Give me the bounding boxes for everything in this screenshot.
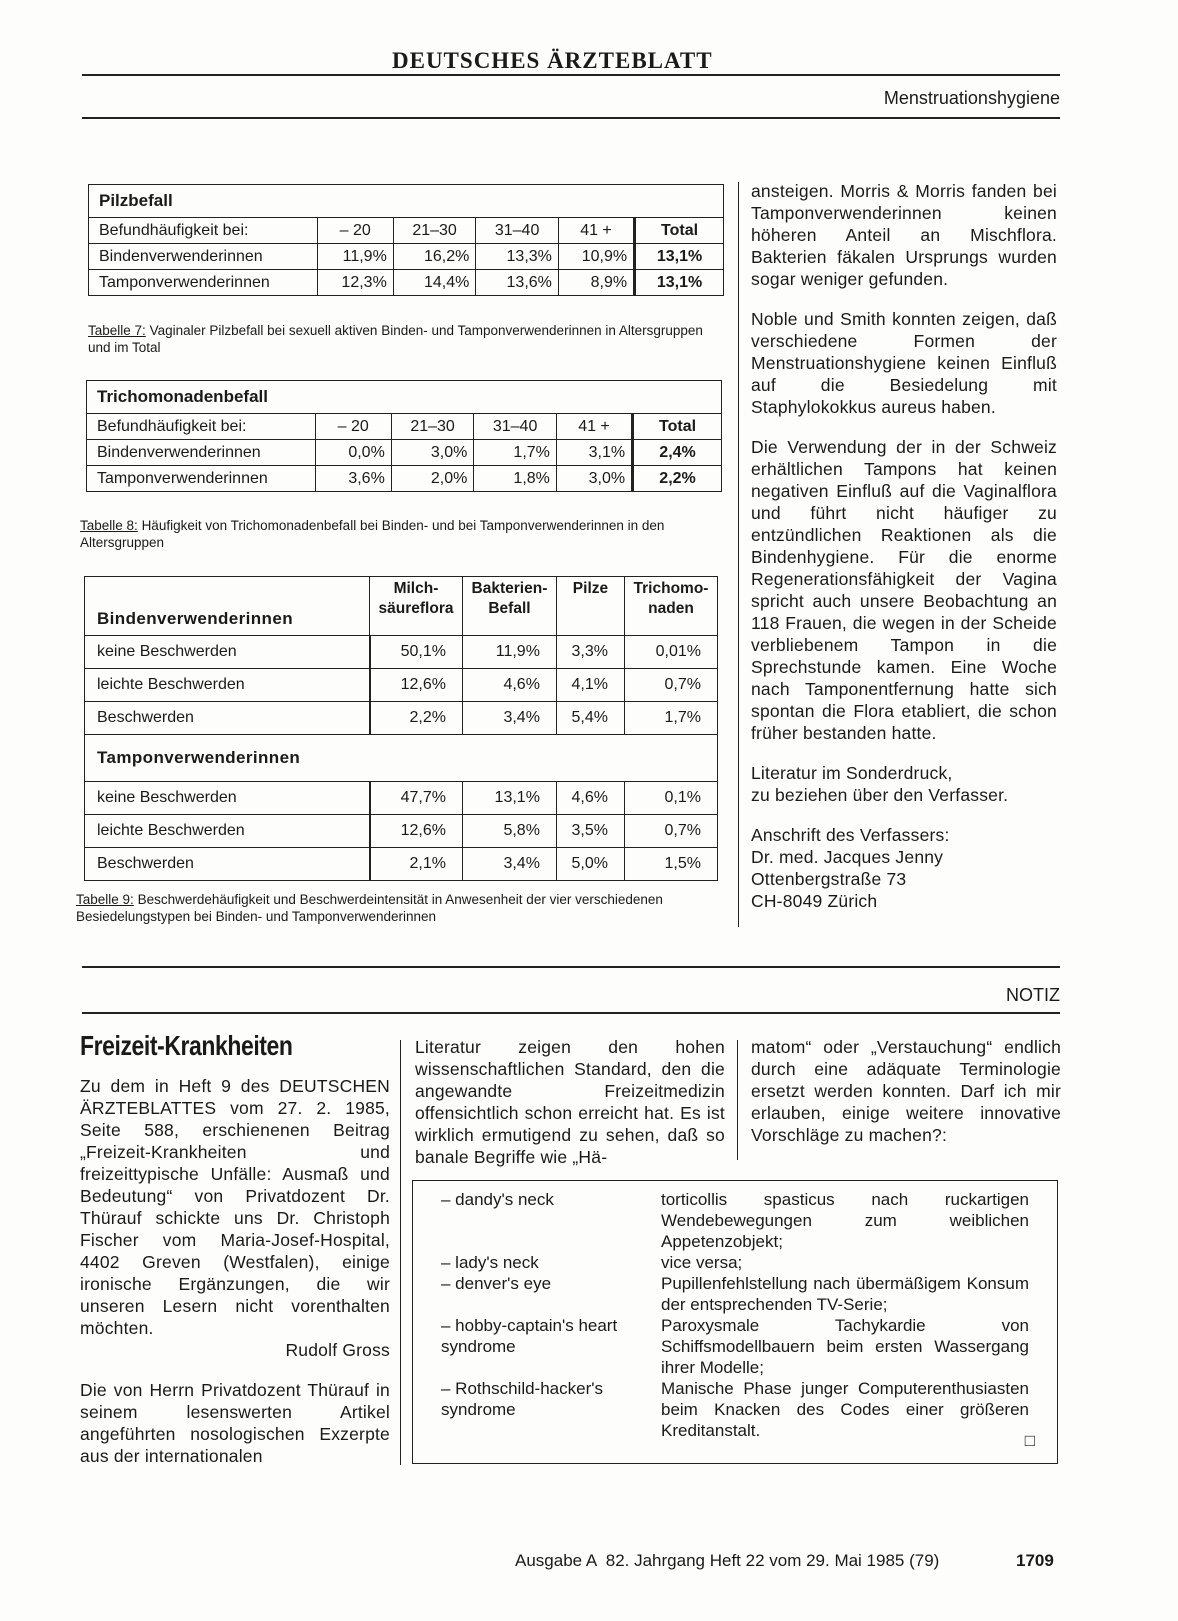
term: – lady's neck: [441, 1253, 539, 1272]
table-cell: keine Beschwerden: [85, 782, 370, 815]
table-row: [89, 244, 724, 270]
column-header: – 20: [315, 414, 391, 440]
table-cell: 1,7%: [625, 702, 718, 735]
terms-box: [412, 1180, 1058, 1464]
table-7: [88, 184, 724, 296]
table-cell: 13,1%: [462, 782, 556, 815]
table-cell: 3,0%: [391, 440, 474, 466]
table-cell: 5,8%: [462, 815, 556, 848]
paragraph: Die von Herrn Privatdozent Thürauf in seinem lesenswerten Artikel angeführten nosologischen Exzerpte aus der internationalen: [80, 1380, 390, 1466]
table-cell: 13,6%: [476, 270, 559, 296]
table-row: [85, 782, 718, 815]
caption-text: Beschwerdehäufigkeit und Beschwerdeintensität in Anwesenheit der vier verschiedenen Besiedelungstypen bei Binden- und Tamponverwenderinnen: [76, 892, 663, 924]
table-cell: 11,9%: [317, 244, 393, 270]
definition: torticollis spasticus nach ruckartigen Wendebewegungen zum weiblichen Appetenzobjekt;: [661, 1190, 1029, 1251]
column-header: Total: [633, 414, 722, 440]
table-row: [85, 848, 718, 881]
table-cell: 1,8%: [474, 466, 557, 492]
column-header: – 20: [317, 218, 393, 244]
table-row: [85, 815, 718, 848]
notiz-headline: Freizeit-Krankheiten: [80, 1030, 293, 1061]
caption-label: Tabelle 8:: [80, 518, 138, 533]
column-header: Trichomo- naden: [625, 577, 718, 636]
table-8-caption: [80, 517, 725, 551]
notiz-column-1: [80, 1075, 390, 1485]
table-cell: 2,0%: [391, 466, 474, 492]
table-cell: 12,6%: [370, 669, 463, 702]
table-cell: 2,2%: [370, 702, 463, 735]
column-header: Pilze: [556, 577, 624, 636]
column-divider: [400, 1040, 401, 1465]
column-header: Befundhäufigkeit bei:: [87, 414, 316, 440]
terms-table: [439, 1189, 1037, 1441]
caption-text: Vaginaler Pilzbefall bei sexuell aktiven Binden- und Tamponverwenderinnen in Altersgruppen und im Total: [88, 323, 703, 355]
table-cell: 3,4%: [462, 702, 556, 735]
table-cell: 3,4%: [462, 848, 556, 881]
table-row: [85, 669, 718, 702]
table-cell: 47,7%: [370, 782, 463, 815]
notiz-label: NOTIZ: [1006, 985, 1060, 1005]
table-cell: 3,5%: [556, 815, 624, 848]
table-row: [89, 270, 724, 296]
table-cell: 13,3%: [476, 244, 559, 270]
table-cell: Beschwerden: [85, 848, 370, 881]
address-line: Anschrift des Verfassers:: [751, 825, 950, 845]
column-header: Bakterien- Befall: [462, 577, 556, 636]
table-7-grid: [88, 217, 724, 296]
table-9-grid: [84, 576, 718, 881]
term: – dandy's neck: [441, 1190, 554, 1209]
paragraph: Noble und Smith konnten zeigen, daß verschiedene Formen der Menstruationshygiene keinen Einfluß auf die Besiedelung mit Staphylokokkus aureus haben.: [751, 309, 1057, 417]
table-cell: 5,0%: [556, 848, 624, 881]
table-cell: 4,6%: [462, 669, 556, 702]
header-row: [85, 577, 718, 636]
definition: Pupillenfehlstellung nach übermäßigem Konsum der entsprechenden TV-Serie;: [661, 1274, 1029, 1314]
table-cell: Bindenverwenderinnen: [89, 244, 318, 270]
table-cell: 5,4%: [556, 702, 624, 735]
term: – denver's eye: [441, 1274, 552, 1293]
definition: vice versa;: [661, 1253, 743, 1272]
header-row: [89, 218, 724, 244]
table-8-grid: [86, 413, 722, 492]
column-header: 31–40: [474, 414, 557, 440]
table-row: [87, 440, 722, 466]
paragraph: ansteigen. Morris & Morris fanden bei Tamponverwenderinnen keinen höheren Anteil an Mischflora. Bakterien fäkalen Ursprungs wurden sogar weniger gefunden.: [751, 181, 1057, 289]
right-column: [751, 180, 1057, 912]
column-header: 41 +: [556, 414, 632, 440]
table-9-caption: [76, 891, 726, 925]
list-item: [439, 1378, 1037, 1441]
column-header: 41 +: [558, 218, 634, 244]
paragraph: matom“ oder „Verstauchung“ endlich durch eine adäquate Terminologie ersetzt werden konnten. Darf ich mir erlauben, einige weitere innovative Vorschläge zu machen?:: [751, 1037, 1061, 1145]
table-cell: leichte Beschwerden: [85, 669, 370, 702]
table-cell: 3,1%: [556, 440, 632, 466]
table-cell: 2,1%: [370, 848, 463, 881]
caption-label: Tabelle 7:: [88, 323, 146, 338]
table-cell: 1,7%: [474, 440, 557, 466]
literature-note-line: Literatur im Sonderdruck,: [751, 763, 953, 783]
list-item: [439, 1273, 1037, 1315]
address-line: Ottenbergstraße 73: [751, 869, 907, 889]
table-cell: Bindenverwenderinnen: [87, 440, 316, 466]
table-cell: Tamponverwenderinnen: [89, 270, 318, 296]
definition: Paroxysmale Tachykardie von Schiffsmodellbauern beim ersten Wassergang ihrer Modelle;: [661, 1316, 1029, 1377]
table-cell: 14,4%: [393, 270, 476, 296]
column-header: 21–30: [393, 218, 476, 244]
table-cell: leichte Beschwerden: [85, 815, 370, 848]
address-line: CH-8049 Zürich: [751, 891, 878, 911]
paragraph: Die Verwendung der in der Schweiz erhältlichen Tampons hat keinen negativen Einfluß auf die Vaginalflora und führt nicht häufiger zu entzündlichen Reaktionen als die Bindenhygiene. Für die enorme Regenerationsfähigkeit der Vagina spricht auch unsere Beobachtung an 118 Frauen, die wegen in der Scheide verbliebenem Tampon in die Sprechstunde kamen. Eine Woche nach Tamponentfernung hatte sich spontan die Flora etabliert, die schon früher bestanden hatte.: [751, 437, 1057, 743]
table-cell: 0,0%: [315, 440, 391, 466]
column-header: Total: [635, 218, 724, 244]
paragraph: Zu dem in Heft 9 des DEUTSCHEN ÄRZTEBLATTES vom 27. 2. 1985, Seite 588, erschienenen Beitrag „Freizeit-Krankheiten und freizeittypische Unfälle: Ausmaß und Bedeutung“ von Privatdozent Dr. Thürauf schickte uns Dr. Christoph Fischer vom Maria-Josef-Hospital, 4402 Greven (Westfalen), einige ironische Ergänzungen, die wir unseren Lesern nicht vorenthalten möchten.: [80, 1076, 390, 1338]
table-cell: 50,1%: [370, 636, 463, 669]
list-item: [439, 1315, 1037, 1378]
list-item: [439, 1189, 1037, 1252]
group-header: Bindenverwenderinnen: [85, 577, 370, 636]
table-cell: 13,1%: [635, 270, 724, 296]
end-mark: □: [1024, 1431, 1035, 1450]
table-cell: 3,3%: [556, 636, 624, 669]
table-cell: 3,6%: [315, 466, 391, 492]
table-cell: 4,1%: [556, 669, 624, 702]
table-row: [85, 702, 718, 735]
table-9: [84, 576, 718, 881]
literature-note-line: zu beziehen über den Verfasser.: [751, 785, 1009, 805]
table-cell: 16,2%: [393, 244, 476, 270]
table-cell: 2,4%: [633, 440, 722, 466]
list-item: [439, 1252, 1037, 1273]
table-cell: 3,0%: [556, 466, 632, 492]
page-number: 1709: [1016, 1551, 1054, 1570]
table-row: [87, 466, 722, 492]
table-8-title: Trichomonadenbefall: [86, 380, 722, 413]
notiz-rule: [82, 966, 1060, 968]
table-cell: 1,5%: [625, 848, 718, 881]
table-cell: 0,7%: [625, 669, 718, 702]
table-cell: 4,6%: [556, 782, 624, 815]
paragraph: Literatur zeigen den hohen wissenschaftlichen Standard, den die angewandte Freizeitmedizin offensichtlich schon erreicht hat. Es ist wirklich ermutigend zu sehen, daß so banale Begriffe wie „Hä-: [415, 1037, 725, 1167]
table-cell: 8,9%: [558, 270, 634, 296]
table-cell: 0,01%: [625, 636, 718, 669]
notiz-rule-2: [82, 1012, 1060, 1014]
table-cell: 0,7%: [625, 815, 718, 848]
column-divider: [738, 182, 739, 927]
column-divider: [737, 1040, 738, 1160]
table-8: [86, 380, 722, 492]
caption-text: Häufigkeit von Trichomonadenbefall bei Binden- und bei Tamponverwenderinnen in den Altersgruppen: [80, 518, 665, 550]
table-cell: 12,3%: [317, 270, 393, 296]
table-cell: 10,9%: [558, 244, 634, 270]
table-cell: 2,2%: [633, 466, 722, 492]
term: – Rothschild-hacker's syndrome: [441, 1379, 603, 1419]
address-line: Dr. med. Jacques Jenny: [751, 847, 944, 867]
column-header: 21–30: [391, 414, 474, 440]
column-header: Befundhäufigkeit bei:: [89, 218, 318, 244]
table-row: [85, 636, 718, 669]
signature: Rudolf Gross: [285, 1340, 390, 1360]
table-cell: 12,6%: [370, 815, 463, 848]
table-7-caption: [88, 322, 728, 356]
table-cell: 13,1%: [635, 244, 724, 270]
column-header: 31–40: [476, 218, 559, 244]
caption-label: Tabelle 9:: [76, 892, 134, 907]
group-header: Tamponverwenderinnen: [85, 735, 718, 782]
footer-issue: Ausgabe A 82. Jahrgang Heft 22 vom 29. Mai 1985 (79): [515, 1551, 940, 1570]
journal-title: DEUTSCHES ÄRZTEBLATT: [392, 48, 713, 73]
notiz-column-2: [415, 1036, 725, 1186]
table-cell: 0,1%: [625, 782, 718, 815]
header-row: [87, 414, 722, 440]
table-cell: keine Beschwerden: [85, 636, 370, 669]
table-cell: 11,9%: [462, 636, 556, 669]
section-label: Menstruationshygiene: [883, 88, 1060, 108]
header-rule: [82, 74, 1060, 76]
group-row: [85, 735, 718, 782]
table-7-title: Pilzbefall: [88, 184, 724, 217]
term: – hobby-captain's heart syndrome: [441, 1316, 618, 1356]
definition: Manische Phase junger Computerenthusiasten beim Knacken des Codes einer größeren Kreditanstalt.: [661, 1379, 1029, 1440]
table-cell: Tamponverwenderinnen: [87, 466, 316, 492]
section-rule: [82, 117, 1060, 119]
column-header: Milch- säureflora: [370, 577, 463, 636]
table-cell: Beschwerden: [85, 702, 370, 735]
notiz-column-3: [751, 1036, 1061, 1164]
